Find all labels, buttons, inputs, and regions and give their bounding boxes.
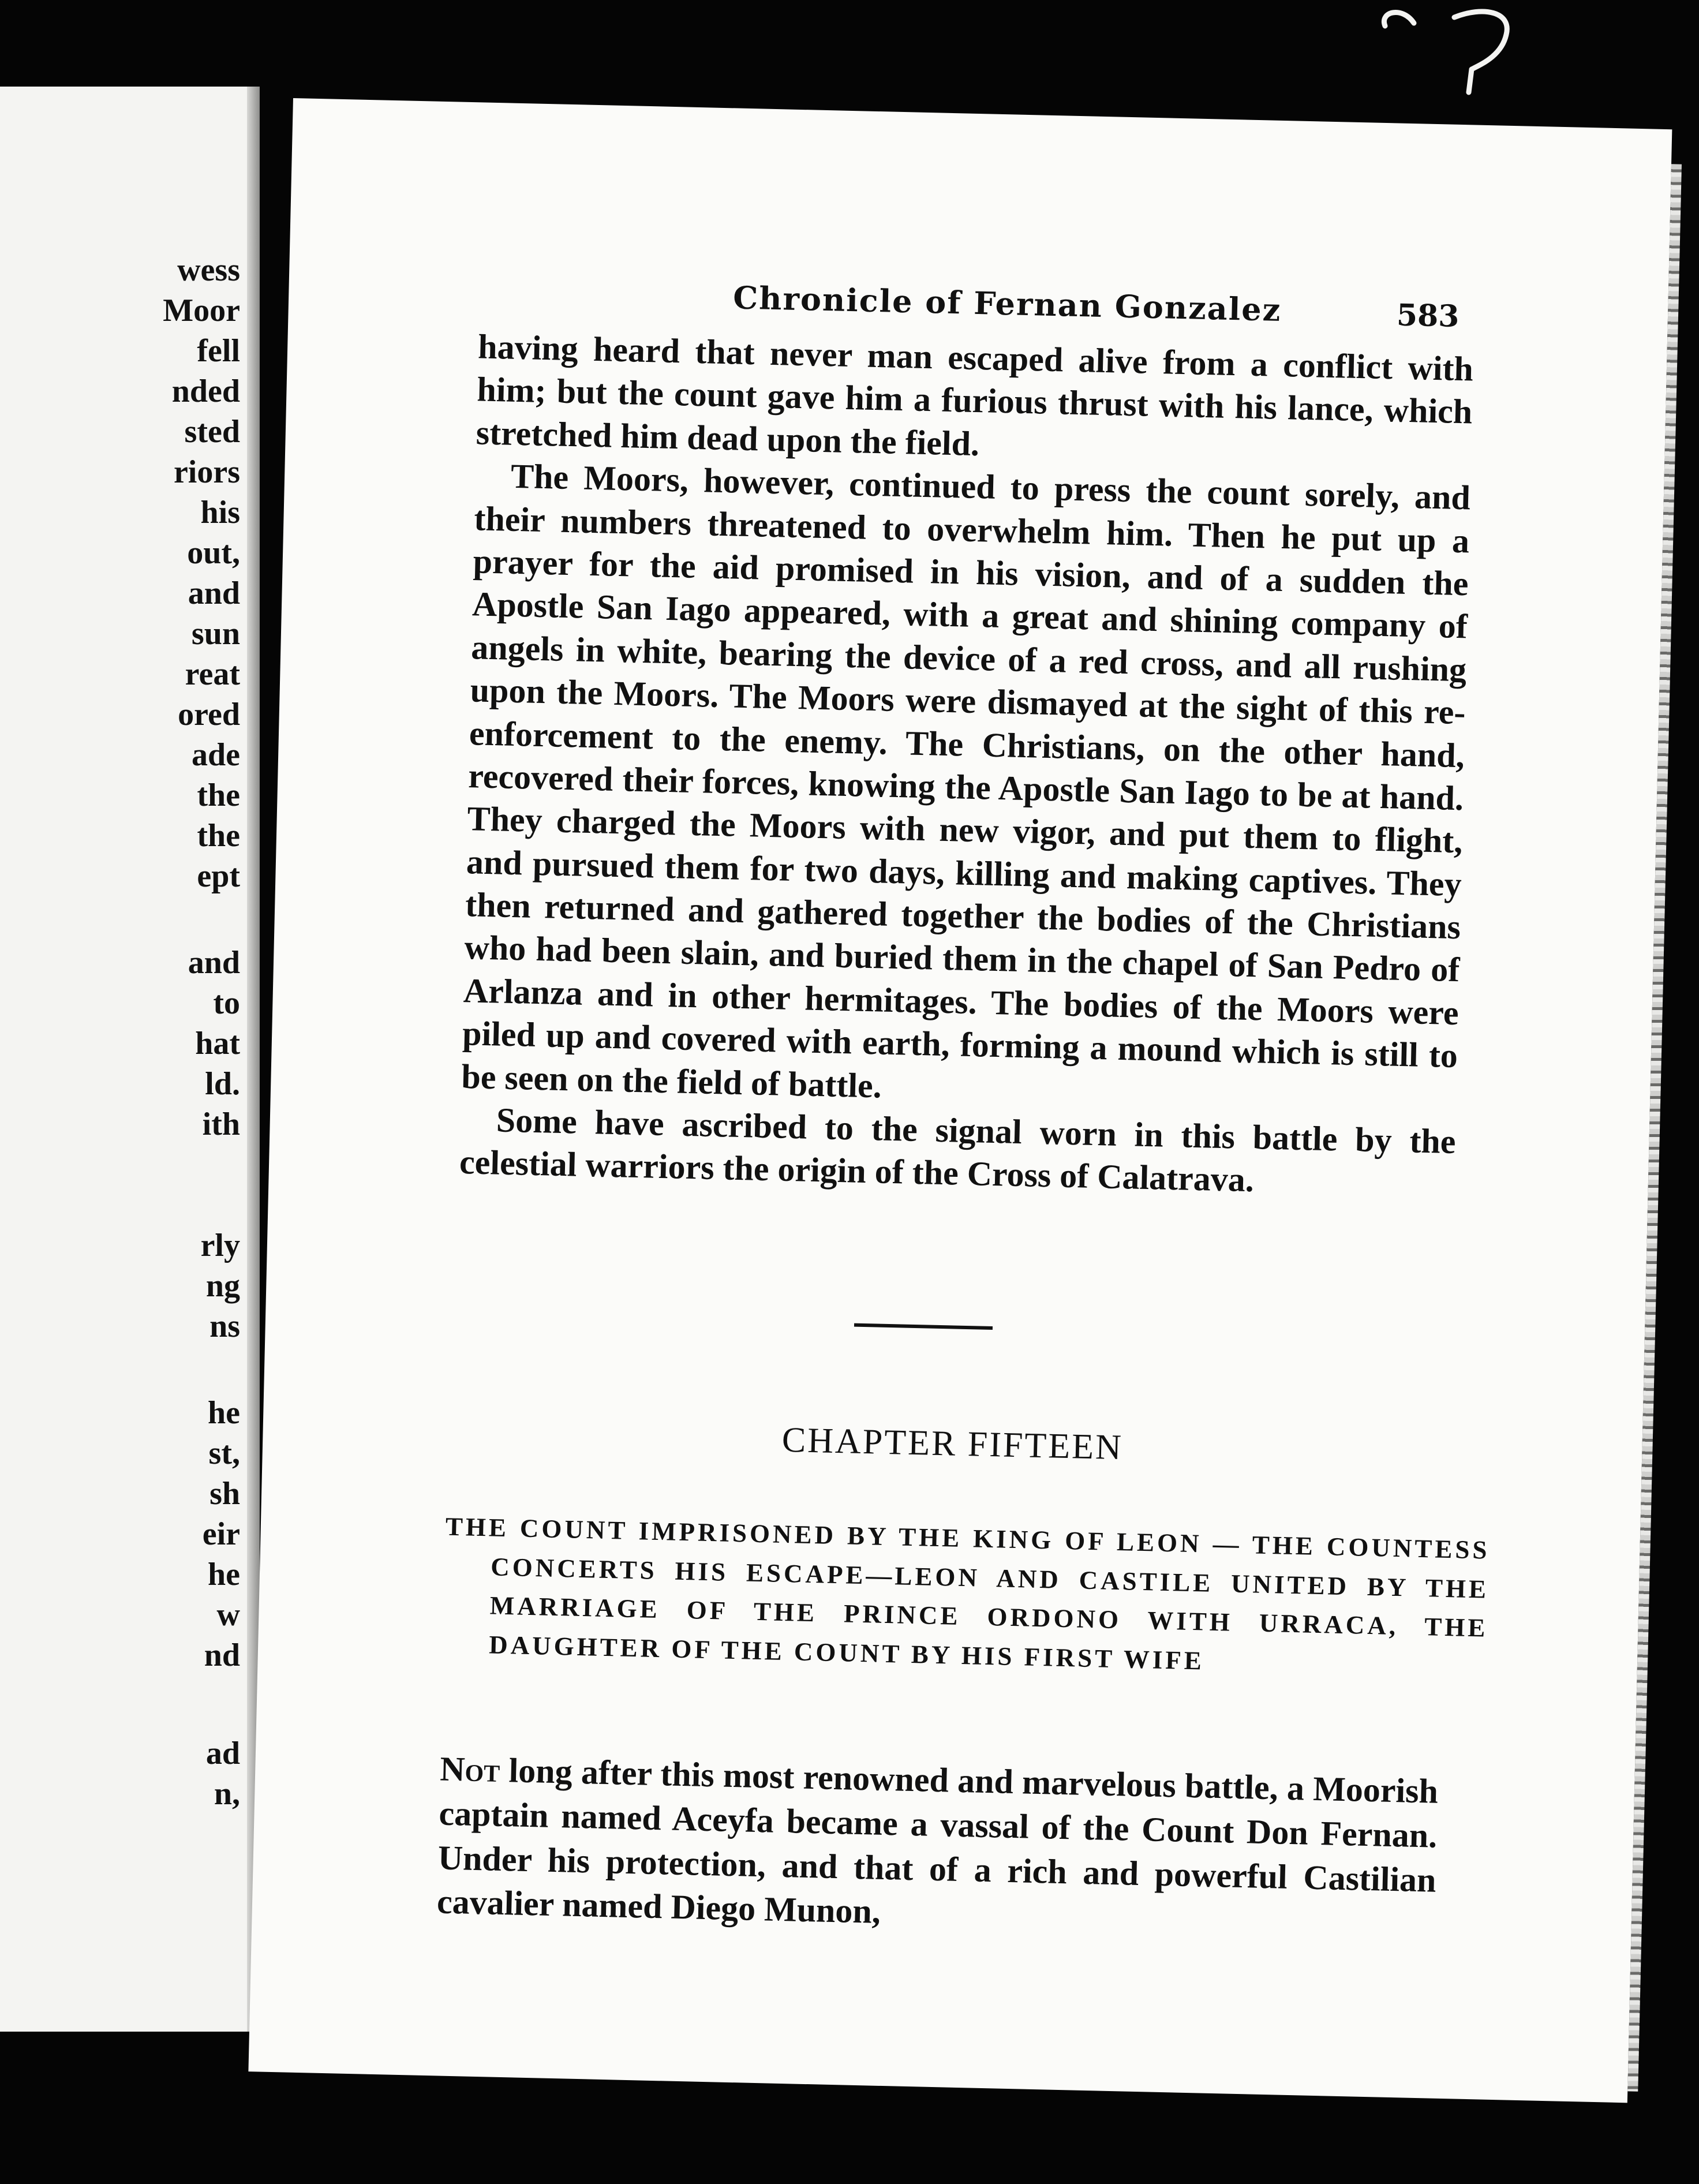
facing-page-line: n,	[214, 1776, 240, 1812]
facing-page-line: reat	[185, 656, 240, 692]
facing-page-line: sted	[184, 414, 240, 450]
facing-page-line: and	[188, 945, 240, 981]
running-head	[289, 269, 1668, 334]
paragraph: Some have ascribed to the signal worn in this battle by the celestial warriors the origin of the Cross of Calatrava.	[459, 1101, 1457, 1199]
paragraph: The Moors, however, continued to press the count sorely, and their numbers threatened to overwhelm him. Then he put up a prayer for the aid promised in his vision, and of a sudden the Apostle San Iago appeared, with a great and shining company of angels in white, bearing the device of a red cross, and all rushing upon the Moors. The Moors were dismayed at the sight of this re-enforcement to the enemy. The Christians, on the other hand, recovered their forces, knowing the Apostle San Iago to be at hand. They charged the Moors with new vigor, and put them to flight, and pursued them for two days, killing and making captives. They then returned and gathered together the bodies of the Christians who had been slain, and buried them in the chapel of San Pedro of Arlanza and in other hermitages. The bodies of the Moors were piled up and covered with earth, forming a mound which is still to be seen on the field of battle.	[461, 457, 1471, 1105]
facing-page-line: he	[208, 1557, 240, 1592]
facing-page-line: st,	[208, 1435, 240, 1471]
opening-text: long after this most renowned and marvelous battle, a Moorish captain named Aceyfa became a vassal of the Count Don Fernan. Under his protection, and that of a rich and powerful Castilian cavalier named Diego Munon,	[436, 1751, 1439, 1931]
facing-page-line: the	[197, 818, 240, 854]
facing-page-line: sh	[209, 1476, 240, 1512]
facing-page-line: nded	[171, 373, 240, 409]
facing-page-line: Moor	[163, 293, 240, 328]
opening-word: Not	[439, 1749, 501, 1789]
paragraph: having heard that never man escaped alive from a conflict with him; but the count gave him a furious thrust with his lance, which stretched him dead upon the field.	[476, 327, 1474, 463]
facing-page-line: ith	[202, 1106, 240, 1142]
facing-page-line: rly	[200, 1228, 240, 1263]
facing-page-line: sun	[191, 616, 240, 652]
facing-page-line: ns	[209, 1308, 240, 1344]
chapter-heading: CHAPTER FIFTEEN	[781, 1420, 1124, 1468]
facing-page-line: fell	[197, 333, 240, 369]
clasp-icon	[1368, 0, 1541, 115]
section-divider	[854, 1323, 993, 1330]
facing-page-line: nd	[204, 1637, 240, 1673]
facing-page-line: out,	[187, 535, 240, 571]
facing-page-line: ept	[197, 858, 240, 894]
facing-page-line: to	[213, 985, 240, 1021]
facing-page-line: ade	[192, 737, 240, 773]
facing-page-line: his	[200, 495, 240, 530]
page-edge	[1627, 164, 1682, 2092]
facing-page-line: hat	[195, 1026, 240, 1061]
facing-page-line: w	[216, 1597, 240, 1633]
facing-page-line: riors	[173, 454, 240, 490]
book-page	[248, 98, 1672, 2103]
facing-page-line: ld.	[205, 1066, 240, 1102]
chapter-text	[459, 325, 1473, 1206]
facing-page-line: ng	[205, 1268, 240, 1304]
page-number: 583	[1396, 297, 1460, 334]
chapter-summary: THE COUNT IMPRISONED BY THE KING OF LEON — THE COUNTESS CONCERTS HIS ESCAPE—LEON AND CASTILE UNITED BY THE MARRIAGE OF THE PRINCE ORDONO WITH URRACA, THE DAUGHTER OF THE COUNT BY HIS FIRST WIFE	[445, 1512, 1491, 1676]
facing-page-line: he	[208, 1395, 240, 1431]
facing-page-line: the	[197, 777, 240, 813]
running-title: Chronicle of Fernan Gonzalez	[732, 279, 1282, 328]
facing-page	[0, 87, 260, 2032]
facing-page-line: ored	[178, 697, 240, 732]
facing-page-line: eir	[202, 1516, 240, 1552]
facing-page-line: wess	[177, 252, 240, 288]
facing-page-line: and	[188, 575, 240, 611]
facing-page-line: ad	[205, 1736, 240, 1771]
chapter-opening	[436, 1747, 1439, 1947]
